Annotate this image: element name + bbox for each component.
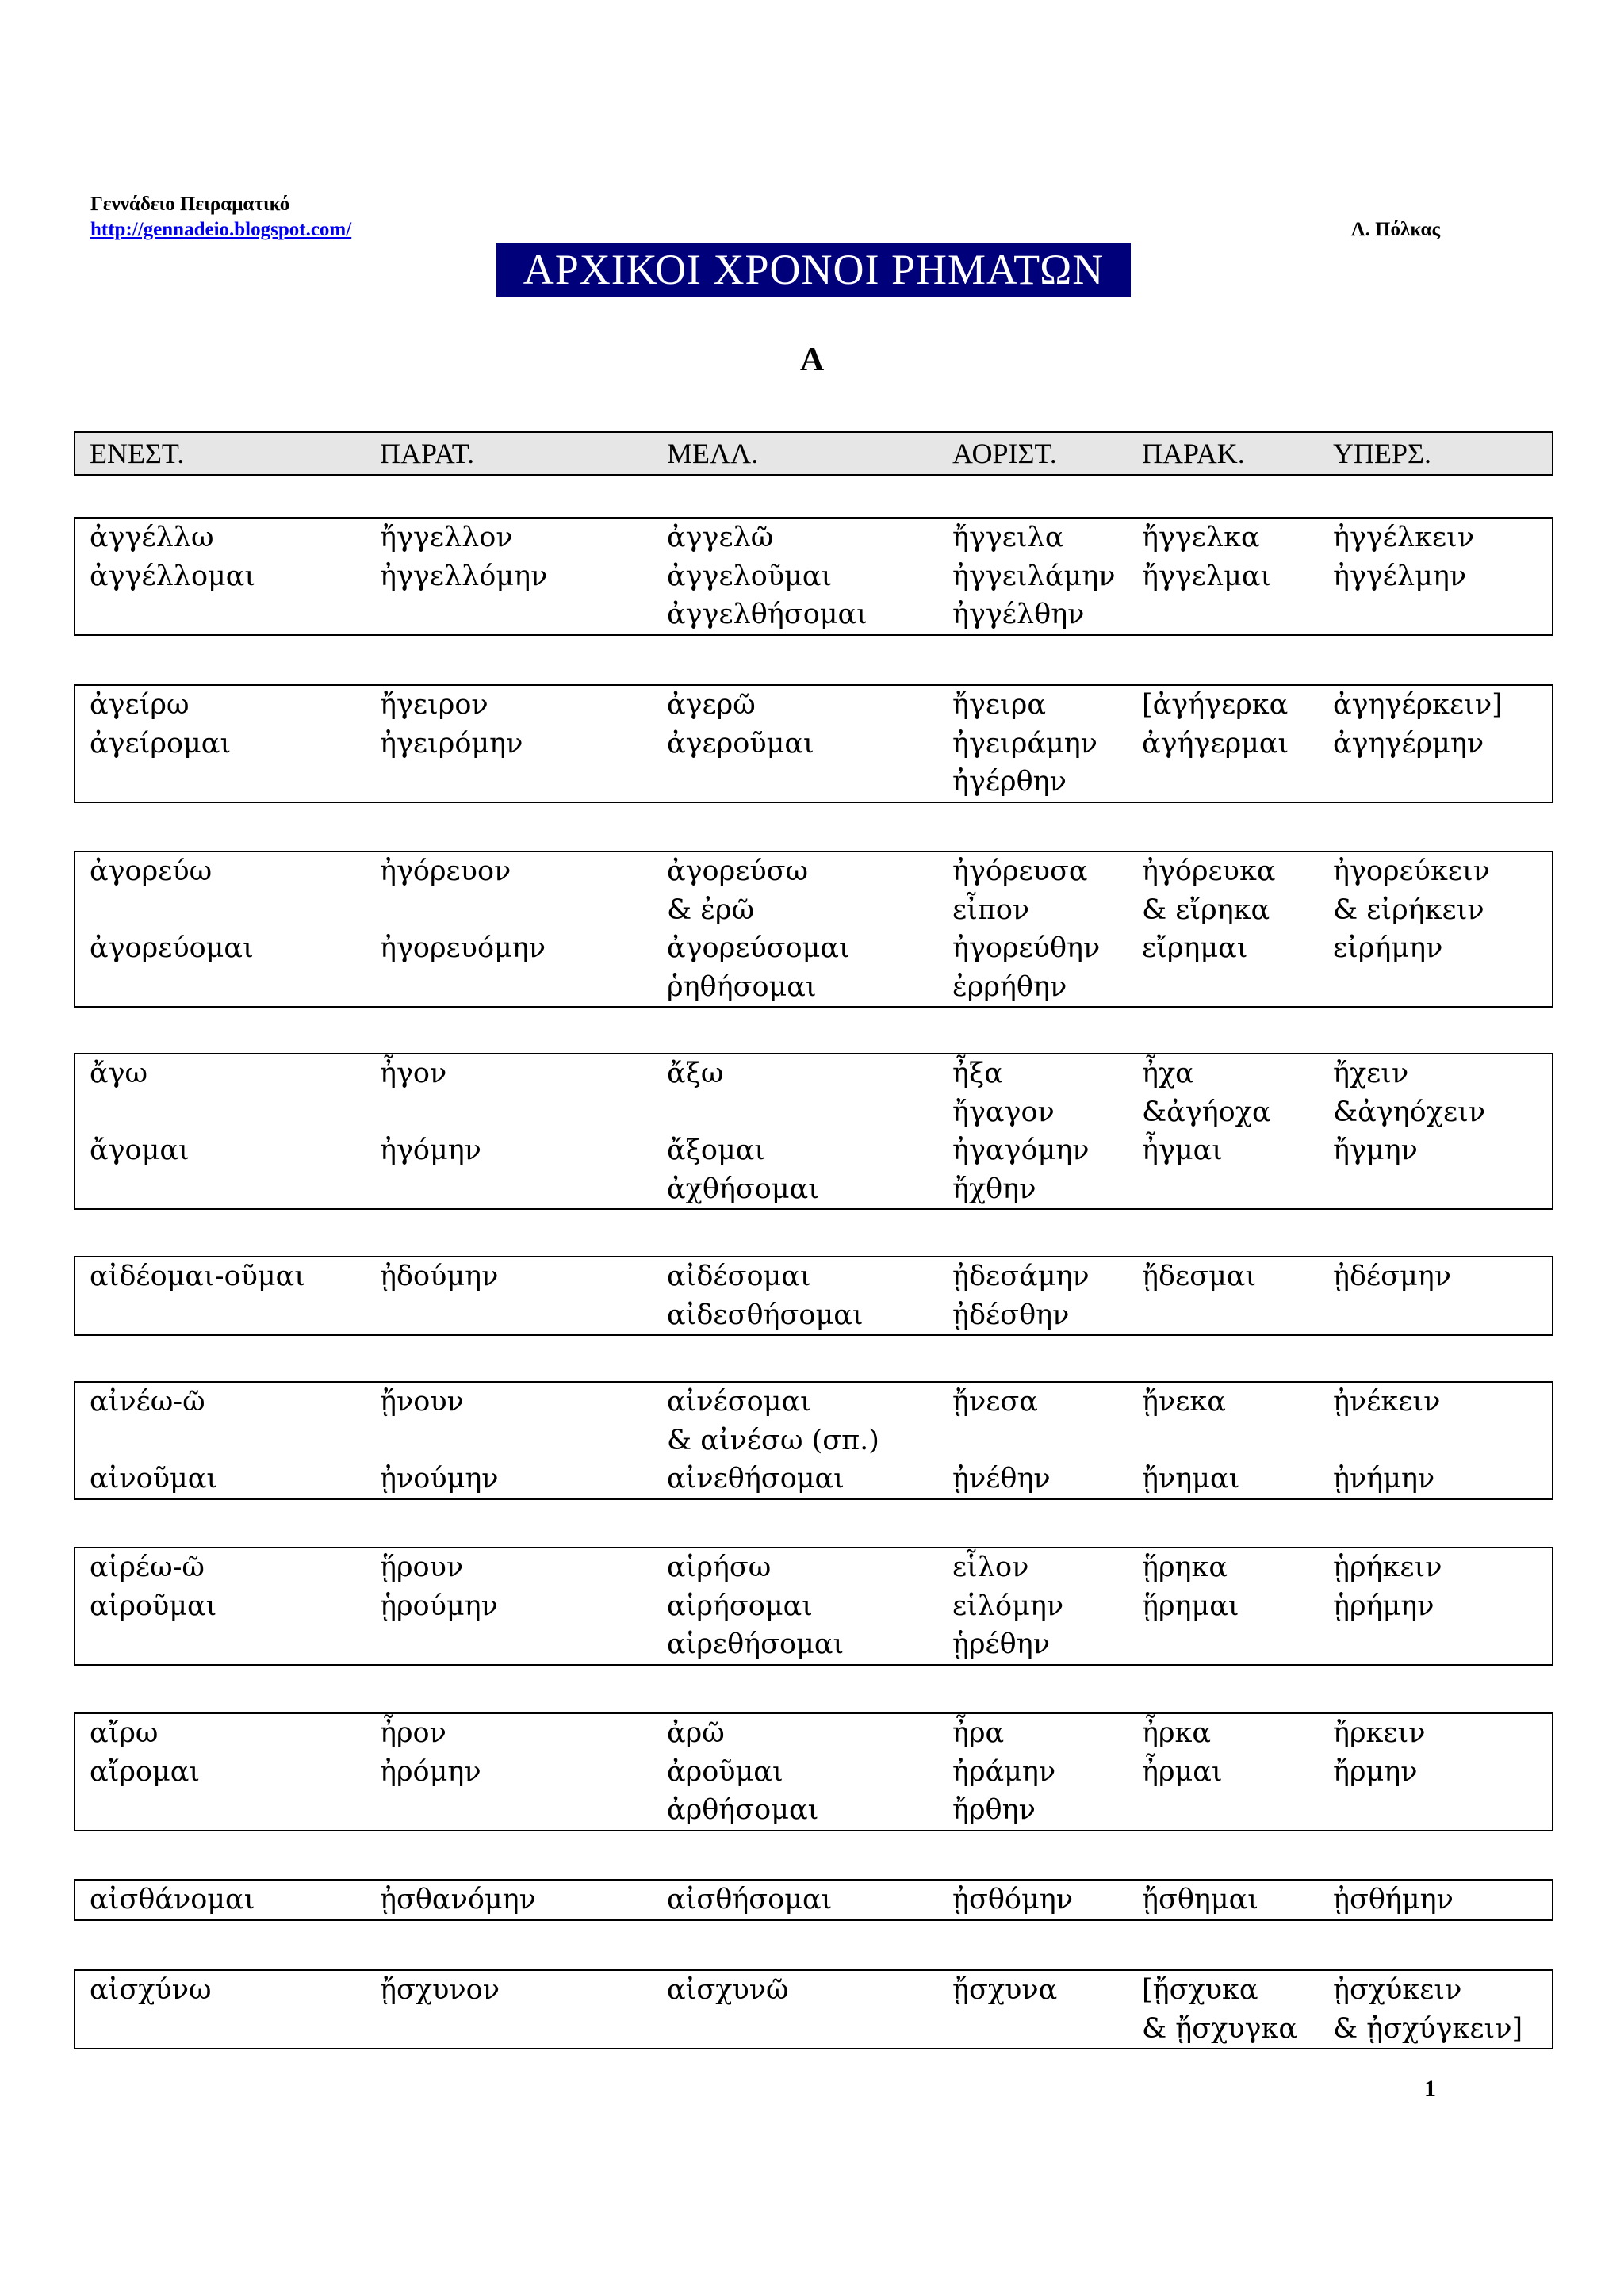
verb-form-future: αἰδέσομαι (667, 1261, 811, 1292)
verb-form-pluperfect: ᾐνέκειν (1333, 1386, 1441, 1418)
verb-form-present: αἴρω (90, 1717, 159, 1749)
verb-row (75, 1131, 1552, 1170)
verb-form-aorist: ἤχθην (952, 1173, 1036, 1205)
verb-form-aorist: ἐρρήθην (952, 970, 1067, 1003)
verb-form-aorist: ᾐσθόμην (952, 1884, 1073, 1915)
verb-form-future: ἀρθήσομαι (667, 1794, 819, 1826)
verb-form-perfect: ἦρμαι (1142, 1755, 1223, 1788)
verb-form-perfect: [ᾔσχυκα (1142, 1974, 1258, 2006)
verb-block (74, 517, 1553, 636)
verb-form-future: ῥηθήσομαι (667, 970, 817, 1003)
verb-form-present: αἱρέω-ῶ (90, 1552, 205, 1583)
column-header-imperfect: ΠΑΡΑΤ. (380, 438, 475, 469)
verb-form-pluperfect: ᾐσχύκειν (1333, 1974, 1462, 2006)
verb-form-aorist: ἠγγέλθην (952, 599, 1085, 630)
verb-form-imperfect: ἤγγελλον (380, 522, 513, 553)
verb-form-imperfect: ἠγόμην (380, 1135, 481, 1166)
verb-form-aorist: εἱλόμην (952, 1590, 1064, 1622)
verb-form-perfect: ἦρκα (1142, 1717, 1212, 1749)
verb-form-present: ἀγγέλλω (90, 522, 214, 553)
verb-form-pluperfect: ἤρκειν (1333, 1717, 1426, 1749)
verb-row (75, 1296, 1552, 1335)
verb-form-aorist: ἠγαγόμην (952, 1135, 1090, 1166)
verb-form-future: αἰσχυνῶ (667, 1974, 789, 2006)
verb-row (75, 1971, 1552, 2010)
verb-row (75, 1881, 1552, 1919)
verb-row (75, 1054, 1552, 1093)
verb-form-imperfect: ἠρόμην (380, 1755, 481, 1788)
verb-form-aorist: ἠράμην (952, 1755, 1056, 1788)
school-name: Γεννάδειο Πειραματικό (90, 193, 290, 215)
verb-form-imperfect: ἠγόρευον (380, 855, 511, 887)
verb-form-perfect: ἤγγελκα (1142, 522, 1260, 553)
verb-form-imperfect: ᾑρούμην (380, 1590, 498, 1622)
verb-form-future: αἰδεσθήσομαι (667, 1299, 864, 1331)
column-header-perfect: ΠΑΡΑΚ. (1142, 438, 1245, 469)
verb-row (75, 1383, 1552, 1422)
verb-form-future: ἀγγελῶ (667, 522, 774, 553)
verb-form-future: αἰνέσομαι (667, 1386, 811, 1418)
verb-form-pluperfect: ᾐδέσμην (1333, 1261, 1452, 1292)
verb-block (74, 684, 1553, 803)
verb-form-present: ἄγω (90, 1058, 148, 1089)
verb-row (75, 1714, 1552, 1753)
verb-row (75, 891, 1552, 930)
verb-form-future: ἀροῦμαι (667, 1755, 783, 1788)
verb-form-pluperfect: ἠγορεύκειν (1333, 855, 1490, 887)
verb-row (75, 1257, 1552, 1296)
verb-form-present: ἀγγέλλομαι (90, 560, 256, 592)
verb-form-perfect: & ᾔσχυγκα (1142, 2012, 1298, 2045)
verb-form-imperfect: ἠγορευόμην (380, 932, 546, 964)
verb-form-aorist: ἤγειρα (952, 689, 1046, 721)
verb-form-imperfect: ᾕρουν (380, 1552, 464, 1583)
verb-form-pluperfect: ᾑρήμην (1333, 1590, 1434, 1622)
verb-form-aorist: εἶπον (952, 894, 1030, 926)
verb-block (74, 1256, 1553, 1336)
verb-form-perfect: ἀγήγερμαι (1142, 727, 1289, 760)
verb-form-aorist: ἠγειράμην (952, 727, 1097, 760)
verb-row (75, 763, 1552, 802)
verb-form-present: ἀγείρω (90, 689, 190, 721)
verb-form-pluperfect: & ᾐσχύγκειν] (1333, 2012, 1523, 2045)
verb-form-perfect: ἦγμαι (1142, 1135, 1223, 1166)
verb-row (75, 2010, 1552, 2049)
verb-block (74, 851, 1553, 1008)
verb-form-future: αἰσθήσομαι (667, 1884, 833, 1915)
verb-form-aorist: ἠγέρθην (952, 766, 1067, 798)
verb-row (75, 1625, 1552, 1664)
column-header-aorist: ΑΟΡΙΣΤ. (952, 438, 1057, 469)
verb-form-pluperfect: ἤρμην (1333, 1755, 1418, 1788)
verb-form-perfect: &ἀγήοχα (1142, 1096, 1271, 1128)
verb-form-future: αἱρήσομαι (667, 1590, 813, 1622)
verb-form-imperfect: ἦρον (380, 1717, 446, 1749)
verb-form-pluperfect: ᾑρήκειν (1333, 1552, 1442, 1583)
verb-form-present: αἰνέω-ῶ (90, 1386, 205, 1418)
verb-form-present: αἰσθάνομαι (90, 1884, 255, 1915)
verb-form-future: αἱρεθήσομαι (667, 1628, 845, 1660)
verb-form-aorist: ἤγαγον (952, 1096, 1055, 1128)
verb-form-perfect: ἠγόρευκα (1142, 855, 1276, 887)
verb-form-present: αἰσχύνω (90, 1974, 212, 2006)
verb-form-pluperfect: &ἀγηόχειν (1333, 1096, 1486, 1128)
verb-form-future: αἱρήσω (667, 1552, 772, 1583)
verb-form-aorist: ἤρθην (952, 1794, 1036, 1826)
verb-form-present: ἄγομαι (90, 1135, 190, 1166)
verb-form-future: & ἐρῶ (667, 894, 755, 926)
verb-form-pluperfect: ἀγηγέρκειν] (1333, 689, 1503, 721)
verb-form-present: αἰνοῦμαι (90, 1463, 218, 1494)
verb-form-perfect: ἤγγελμαι (1142, 560, 1272, 592)
author-name: Λ. Πόλκας (1350, 219, 1440, 240)
verb-form-present: αἱροῦμαι (90, 1590, 217, 1622)
verb-form-aorist: ᾑρέθην (952, 1628, 1050, 1660)
verb-form-perfect: ᾕρηκα (1142, 1552, 1228, 1583)
verb-form-perfect: εἴρημαι (1142, 932, 1248, 964)
page-title: ΑΡΧΙΚΟΙ ΧΡΟΝΟΙ ΡΗΜΑΤΩΝ (496, 243, 1131, 297)
verb-form-perfect: & εἴρηκα (1142, 894, 1270, 926)
verb-form-future: ἀγορεύσω (667, 855, 809, 887)
verb-form-aorist: ἠγγειλάμην (952, 560, 1116, 592)
verb-form-imperfect: ᾔνουν (380, 1386, 464, 1418)
verb-block (74, 1053, 1553, 1210)
verb-row (75, 852, 1552, 891)
verb-form-aorist: εἷλον (952, 1552, 1029, 1583)
verb-form-imperfect: ἤγειρον (380, 689, 488, 721)
verb-form-aorist: ᾔσχυνα (952, 1974, 1058, 2006)
verb-form-present: ἀγορεύω (90, 855, 213, 887)
verb-form-future: ἀρῶ (667, 1717, 725, 1749)
verb-form-future: ἀγορεύσομαι (667, 932, 850, 964)
verb-form-imperfect: ἠγγελλόμην (380, 560, 548, 592)
verb-form-imperfect: ἠγειρόμην (380, 727, 523, 760)
verb-form-pluperfect: εἰρήμην (1333, 932, 1443, 964)
verb-form-pluperfect: ἀγηγέρμην (1333, 727, 1484, 760)
verb-form-pluperfect: & εἰρήκειν (1333, 894, 1484, 926)
verb-form-future: ἀχθήσομαι (667, 1173, 819, 1205)
verb-form-perfect: ἦχα (1142, 1058, 1194, 1089)
verb-block (74, 1712, 1553, 1831)
verb-form-pluperfect: ἤγμην (1333, 1135, 1418, 1166)
verb-form-pluperfect: ἠγγέλμην (1333, 560, 1467, 592)
verb-form-imperfect: ᾐσθανόμην (380, 1884, 536, 1915)
column-header-future: ΜΕΛΛ. (667, 438, 759, 469)
verb-row (75, 725, 1552, 763)
verb-row (75, 929, 1552, 968)
verb-form-aorist: ᾐνέθην (952, 1463, 1051, 1494)
verb-form-aorist: ἠγόρευσα (952, 855, 1088, 887)
verb-form-future: ἀγεροῦμαι (667, 727, 814, 760)
verb-form-imperfect: ἦγον (380, 1058, 447, 1089)
verb-form-future: ἄξομαι (667, 1135, 766, 1166)
verb-form-aorist: ἤγγειλα (952, 522, 1064, 553)
verb-form-future: αἰνεθήσομαι (667, 1463, 845, 1494)
verb-row (75, 1460, 1552, 1498)
column-header-row (74, 431, 1553, 476)
verb-form-perfect: ᾕρημαι (1142, 1590, 1239, 1622)
verb-row (75, 1422, 1552, 1460)
verb-row (75, 686, 1552, 725)
verb-form-imperfect: ᾔσχυνον (380, 1974, 500, 2006)
verb-row (75, 557, 1552, 596)
verb-form-aorist: ᾐδεσάμην (952, 1261, 1090, 1292)
verb-block (74, 1547, 1553, 1666)
verb-row (75, 1791, 1552, 1830)
verb-form-future: ἄξω (667, 1058, 724, 1089)
verb-row (75, 1093, 1552, 1132)
verb-form-aorist: ἦξα (952, 1058, 1003, 1089)
verb-form-present: ἀγορεύομαι (90, 932, 254, 964)
verb-form-present: αἰδέομαι-οῦμαι (90, 1261, 306, 1292)
verb-form-perfect: [ἀγήγερκα (1142, 689, 1289, 721)
column-header-present: ΕΝΕΣΤ. (90, 438, 185, 469)
column-header-pluperfect: ΥΠΕΡΣ. (1333, 438, 1431, 469)
verb-form-imperfect: ᾐνούμην (380, 1463, 499, 1494)
verb-form-future: ἀγερῶ (667, 689, 756, 721)
verb-form-pluperfect: ᾐνήμην (1333, 1463, 1435, 1494)
verb-form-aorist: ἠγορεύθην (952, 932, 1101, 964)
verb-row (75, 1753, 1552, 1792)
section-letter: Α (799, 342, 825, 378)
verb-form-aorist: ᾔνεσα (952, 1386, 1038, 1418)
verb-row (75, 1548, 1552, 1587)
verb-form-pluperfect: ἠγγέλκειν (1333, 522, 1475, 553)
verb-form-perfect: ᾔδεσμαι (1142, 1261, 1257, 1292)
verb-form-aorist: ἦρα (952, 1717, 1005, 1749)
verb-form-imperfect: ᾐδούμην (380, 1261, 499, 1292)
verb-form-future: ἀγγελθήσομαι (667, 599, 868, 630)
verb-block (74, 1381, 1553, 1500)
verb-row (75, 1170, 1552, 1209)
verb-form-pluperfect: ᾐσθήμην (1333, 1884, 1454, 1915)
page-number: 1 (1424, 2076, 1436, 2102)
verb-form-perfect: ᾔνεκα (1142, 1386, 1226, 1418)
verb-row (75, 519, 1552, 557)
verb-form-perfect: ᾔνημαι (1142, 1463, 1240, 1494)
blog-link[interactable]: http://gennadeio.blogspot.com/ (90, 219, 352, 240)
verb-form-present: αἴρομαι (90, 1755, 201, 1788)
verb-row (75, 968, 1552, 1007)
verb-form-perfect: ᾔσθημαι (1142, 1884, 1259, 1915)
verb-block (74, 1969, 1553, 2049)
verb-form-aorist: ᾐδέσθην (952, 1299, 1070, 1331)
verb-form-future: & αἰνέσω (σπ.) (667, 1424, 879, 1456)
verb-row (75, 1587, 1552, 1626)
verb-row (75, 595, 1552, 634)
verb-block (74, 1879, 1553, 1921)
verb-form-future: ἀγγελοῦμαι (667, 560, 833, 592)
verb-form-pluperfect: ἤχειν (1333, 1058, 1409, 1089)
verb-form-present: ἀγείρομαι (90, 727, 232, 760)
